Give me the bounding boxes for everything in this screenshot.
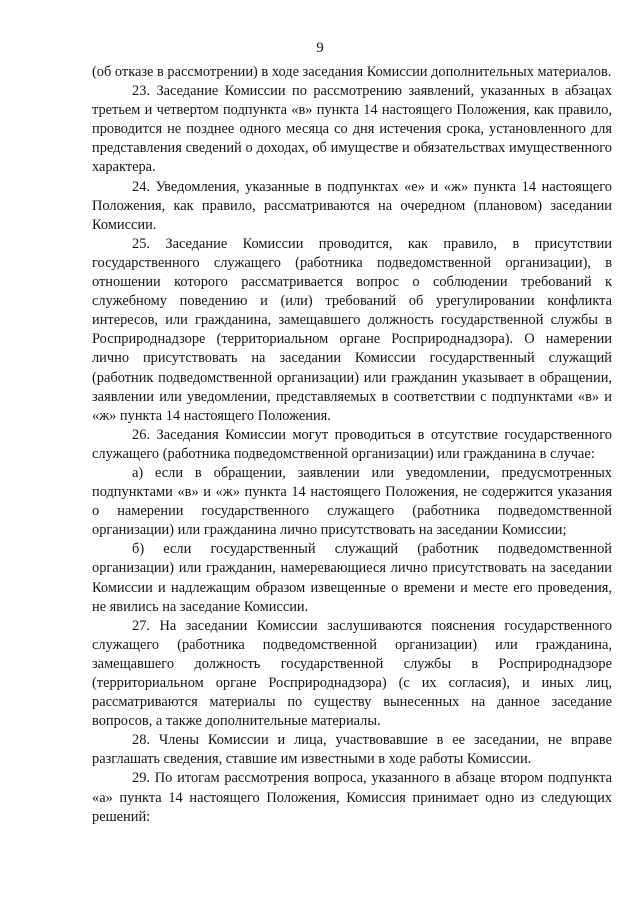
paragraph-25: 25. Заседание Комиссии проводится, как правило, в присутствии государственного служащего (работника подведомственной организации), в отношении которого рассматривается вопрос о соблюдении требований к служебному поведению и (или) требований об урегулировании конфликта интересов, или гражданина, замещавшего должность государственной службы в Росприроднадзоре (территориальном органе Росприроднадзора). О намерении лично присутствовать на заседании Комиссии государственный служащий (работник подведомственной организации) или гражданин указывает в обращении, заявлении или уведомлении, представляемых в соответствии с подпунктами «в» и «ж» пункта 14 настоящего Положения. (92, 235, 612, 424)
paragraph-29: 29. По итогам рассмотрения вопроса, указанного в абзаце втором подпункта «а» пункта 14 настоящего Положения, Комиссия принимает одно из следующих решений: (92, 770, 612, 825)
paragraph-26-b: б) если государственный служащий (работник подведомственной организации) или гражданин, намеревающиеся лично присутствовать на заседании Комиссии и надлежащим образом извещенные о времени и месте его проведения, не явились на заседание Комиссии. (92, 541, 612, 615)
page-number: 9 (316, 40, 324, 56)
paragraph-24: 24. Уведомления, указанные в подпунктах «е» и «ж» пункта 14 настоящего Положения, как правило, рассматриваются на очередном (плановом) заседании Комиссии. (92, 178, 612, 233)
paragraph-continuation: (об отказе в рассмотрении) в ходе заседания Комиссии дополнительных материалов. (92, 64, 612, 80)
paragraph-27: 27. На заседании Комиссии заслушиваются пояснения государственного служащего (работника подведомственной организации) или гражданина, замещавшего должность государственной службы в Росприроднадзоре (территориальном органе Росприроднадзора) (с их согласия), и иных лиц, рассматриваются материалы по существу вынесенных на данное заседание вопросов, а также дополнительные материалы. (92, 617, 612, 730)
paragraph-26: 26. Заседания Комиссии могут проводиться в отсутствие государственного служащего (работника подведомственной организации) или гражданина в случае: (92, 426, 612, 462)
paragraph-28: 28. Члены Комиссии и лица, участвовавшие в ее заседании, не вправе разглашать сведения, ставшие им известными в ходе работы Комиссии. (92, 732, 612, 768)
paragraph-23: 23. Заседание Комиссии по рассмотрению заявлений, указанных в абзацах третьем и четвертом подпункта «в» пункта 14 настоящего Положения, как правило, проводится не позднее одного месяца со дня истечения срока, установленного для представления сведений о доходах, об имуществе и обязательствах имущественного характера. (92, 83, 612, 176)
paragraph-26-a: а) если в обращении, заявлении или уведомлении, предусмотренных подпунктами «в» и «ж» пункта 14 настоящего Положения, не содержится указания о намерении государственного служащего (работника подведомственной организации) или гражданина лично присутствовать на заседании Комиссии; (92, 464, 612, 539)
document-body (92, 63, 612, 827)
